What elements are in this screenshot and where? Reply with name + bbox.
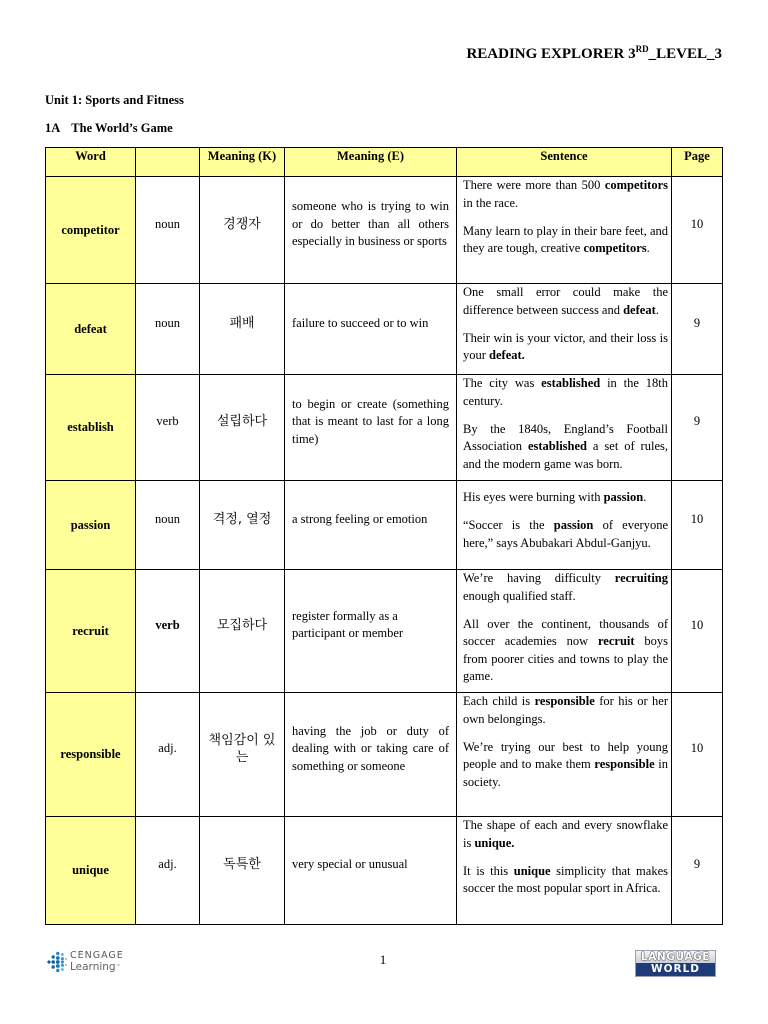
meaning-english-cell: failure to succeed or to win xyxy=(285,284,457,375)
highlighted-vocab-word: passion xyxy=(603,490,644,505)
language-world-logo-top: LANGUAGE xyxy=(636,951,715,963)
highlighted-vocab-word: competitors xyxy=(604,178,668,193)
sentence-text: simplicity that makes soccer the most popular sport in Africa. xyxy=(463,863,668,896)
meaning-korean-cell: 모집하다 xyxy=(200,570,285,693)
highlighted-vocab-word: passion xyxy=(553,518,594,533)
column-header-word: Word xyxy=(46,148,136,177)
word-cell: responsible xyxy=(46,693,136,817)
sentence-cell xyxy=(457,481,672,570)
meaning-english-cell: a strong feeling or emotion xyxy=(285,481,457,570)
highlighted-vocab-word: defeat xyxy=(623,302,656,317)
vocabulary-table-header xyxy=(46,148,723,177)
lesson-heading xyxy=(45,119,173,137)
sentence-text: . xyxy=(655,302,659,317)
sentence-text: a set of rules, and the modern game was born. xyxy=(463,439,668,471)
document-title-main: READING EXPLORER 3 xyxy=(466,46,636,62)
example-sentence xyxy=(463,177,668,212)
sentence-text: It is this xyxy=(463,863,514,878)
sentence-text: of everyone here,” says Abubakari Abdul-Ganjyu. xyxy=(463,518,668,550)
page-reference-cell: 10 xyxy=(672,177,723,284)
example-sentence xyxy=(463,489,668,506)
word-cell: competitor xyxy=(46,177,136,284)
example-sentence xyxy=(463,375,668,410)
column-header-meaning-english: Meaning (E) xyxy=(285,148,457,177)
sentence-cell xyxy=(457,817,672,925)
page-reference-cell: 9 xyxy=(672,817,723,925)
sentence-cell xyxy=(457,693,672,817)
word-cell: unique xyxy=(46,817,136,925)
word-cell: establish xyxy=(46,375,136,481)
part-of-speech-cell: verb xyxy=(136,570,200,693)
sentence-text: “Soccer is the xyxy=(463,518,554,533)
sentence-text: in the race. xyxy=(463,195,519,210)
meaning-english-cell: having the job or duty of dealing with or taking care of something or someone xyxy=(285,693,457,817)
vocab-row-unique xyxy=(46,817,723,925)
cengage-logo-learning: Learning xyxy=(70,961,116,973)
example-sentence xyxy=(463,223,668,258)
word-cell: recruit xyxy=(46,570,136,693)
sentence-cell xyxy=(457,570,672,693)
sentence-text: Their win is your victor, and their loss is your xyxy=(463,330,668,363)
example-sentence xyxy=(463,421,668,473)
language-world-logo xyxy=(635,950,716,977)
highlighted-vocab-word: recruit xyxy=(597,634,635,649)
highlighted-vocab-word: defeat. xyxy=(489,348,525,363)
highlighted-vocab-word: responsible xyxy=(594,757,655,772)
sentence-text: boys from poorer cities and towns to play the game. xyxy=(463,634,668,683)
page-reference-cell: 10 xyxy=(672,693,723,817)
sentence-text: By the 1840s, England’s Football Association xyxy=(463,421,668,454)
word-cell: defeat xyxy=(46,284,136,375)
meaning-korean-cell: 패배 xyxy=(200,284,285,375)
example-sentence xyxy=(463,616,668,686)
meaning-korean-cell: 경쟁자 xyxy=(200,177,285,284)
vocab-row-responsible xyxy=(46,693,723,817)
page-reference-cell: 9 xyxy=(672,375,723,481)
meaning-korean-cell: 격정, 열정 xyxy=(200,481,285,570)
highlighted-vocab-word: established xyxy=(541,376,601,391)
sentence-text: His eyes were burning with xyxy=(463,490,604,505)
page-reference-cell: 10 xyxy=(672,481,723,570)
sentence-cell xyxy=(457,284,672,375)
part-of-speech-cell: verb xyxy=(136,375,200,481)
page-number: 1 xyxy=(379,952,387,967)
unit-heading: Unit 1: Sports and Fitness xyxy=(45,93,184,107)
word-cell: passion xyxy=(46,481,136,570)
trademark-symbol: ™ xyxy=(115,964,121,970)
meaning-korean-cell: 설립하다 xyxy=(200,375,285,481)
sentence-cell xyxy=(457,177,672,284)
column-header-part-of-speech xyxy=(136,148,200,177)
example-sentence xyxy=(463,517,668,552)
document-title xyxy=(466,45,722,63)
highlighted-vocab-word: recruiting xyxy=(614,571,668,586)
sentence-text: Each child is xyxy=(463,694,535,709)
document-title-tail: _LEVEL_3 xyxy=(648,46,722,62)
part-of-speech-cell: noun xyxy=(136,481,200,570)
part-of-speech-cell: adj. xyxy=(136,693,200,817)
sentence-text: for his or her own belongings. xyxy=(463,694,668,726)
meaning-english-cell: to begin or create (something that is meant to last for a long time) xyxy=(285,375,457,481)
highlighted-vocab-word: competitors xyxy=(583,241,647,256)
meaning-english-cell: someone who is trying to win or do better than all others especially in business or sports xyxy=(285,177,457,284)
column-header-sentence: Sentence xyxy=(457,148,672,177)
example-sentence xyxy=(463,693,668,728)
sentence-text: . xyxy=(643,490,647,505)
header-row xyxy=(46,148,723,177)
part-of-speech-cell: noun xyxy=(136,284,200,375)
vocabulary-table xyxy=(45,147,723,925)
vocab-row-competitor xyxy=(46,177,723,284)
sentence-text: in society. xyxy=(463,757,668,789)
page-reference-cell: 10 xyxy=(672,570,723,693)
vocab-row-defeat xyxy=(46,284,723,375)
meaning-korean-cell: 독특한 xyxy=(200,817,285,925)
sentence-text: The shape of each and every snowflake is xyxy=(463,818,668,850)
meaning-english-cell: very special or unusual xyxy=(285,817,457,925)
highlighted-vocab-word: unique xyxy=(513,863,551,878)
sentence-cell xyxy=(457,375,672,481)
sentence-text: in the 18th century. xyxy=(463,376,668,408)
highlighted-vocab-word: responsible xyxy=(534,694,595,709)
language-world-logo-bottom: WORLD xyxy=(636,963,715,976)
sentence-text: We’re trying our best to help young people and to make them xyxy=(463,739,668,772)
document-title-superscript: RD xyxy=(635,44,649,54)
column-header-page: Page xyxy=(672,148,723,177)
highlighted-vocab-word: unique. xyxy=(474,835,515,850)
meaning-english-cell: register formally as a participant or member xyxy=(285,570,457,693)
example-sentence xyxy=(463,863,668,898)
sentence-text: There were more than 500 xyxy=(463,178,605,193)
example-sentence xyxy=(463,817,668,852)
lesson-number: 1A xyxy=(45,121,61,135)
highlighted-vocab-word: established xyxy=(527,439,587,454)
vocab-row-passion xyxy=(46,481,723,570)
example-sentence xyxy=(463,739,668,791)
sentence-text: All over the continent, thousands of soccer academies now xyxy=(463,616,668,649)
column-header-meaning-korean: Meaning (K) xyxy=(200,148,285,177)
sentence-text: . xyxy=(646,241,650,256)
page-reference-cell: 9 xyxy=(672,284,723,375)
cengage-logo-wordmark: CENGAGE xyxy=(70,950,124,961)
example-sentence xyxy=(463,330,668,365)
example-sentence xyxy=(463,284,668,319)
vocab-row-recruit xyxy=(46,570,723,693)
sentence-text: We’re having difficulty xyxy=(463,571,615,586)
sentence-text: The city was xyxy=(463,376,542,391)
part-of-speech-cell: noun xyxy=(136,177,200,284)
vocabulary-table-body xyxy=(46,177,723,925)
example-sentence xyxy=(463,570,668,605)
meaning-korean-cell: 책임감이 있는 xyxy=(200,693,285,817)
sentence-text: Many learn to play in their bare feet, and they are tough, creative xyxy=(463,223,668,256)
vocab-row-establish xyxy=(46,375,723,481)
lesson-title: The World’s Game xyxy=(71,121,173,135)
sentence-text: One small error could make the difference between success and xyxy=(463,285,668,317)
part-of-speech-cell: adj. xyxy=(136,817,200,925)
sentence-text: enough qualified staff. xyxy=(463,588,576,603)
